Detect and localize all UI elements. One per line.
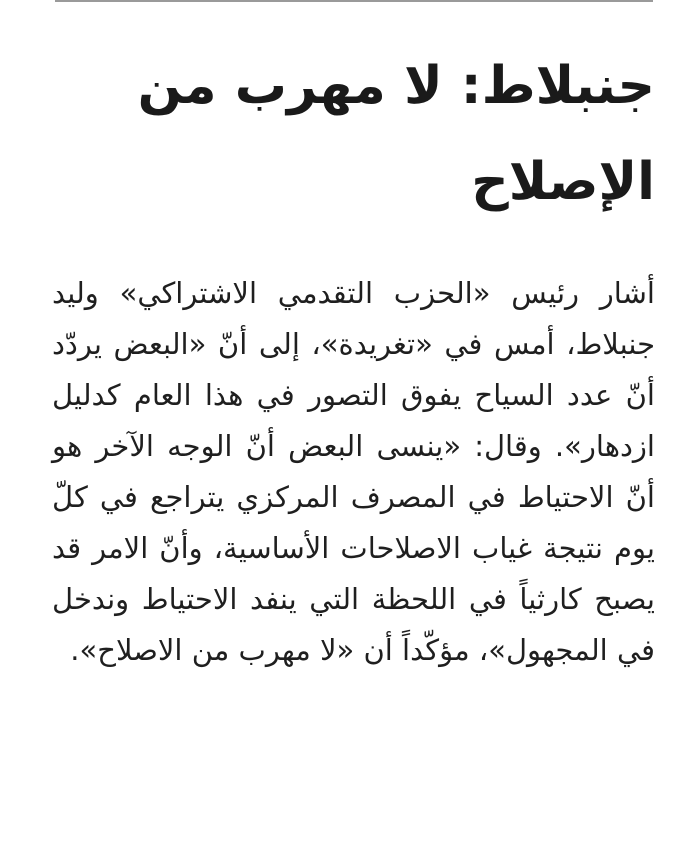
top-divider [55, 0, 653, 2]
article-headline: جنبلاط: لا مهرب من الإصلاح [137, 56, 655, 212]
article-body: أشار رئيس «الحزب التقدمي الاشتراكي» وليد جنبلاط، أمس في «تغريدة»، إلى أنّ «البعض يردّد أنّ عدد السياح يفوق التصور في هذا العام كدليل ازدهار». وقال: «ينسى البعض أنّ الوجه الآخر هو أنّ الاحتياط في المصرف المركزي يتراجع في كلّ يوم نتيجة غياب الاصلاحات الأساسية، وأنّ الامر قد يصبح كارثياً في اللحظة التي ينفد الاحتياط وندخل في المجهول»، مؤكّداً أن «لا مهرب من الاصلاح». [52, 276, 655, 667]
article [52, 38, 655, 676]
